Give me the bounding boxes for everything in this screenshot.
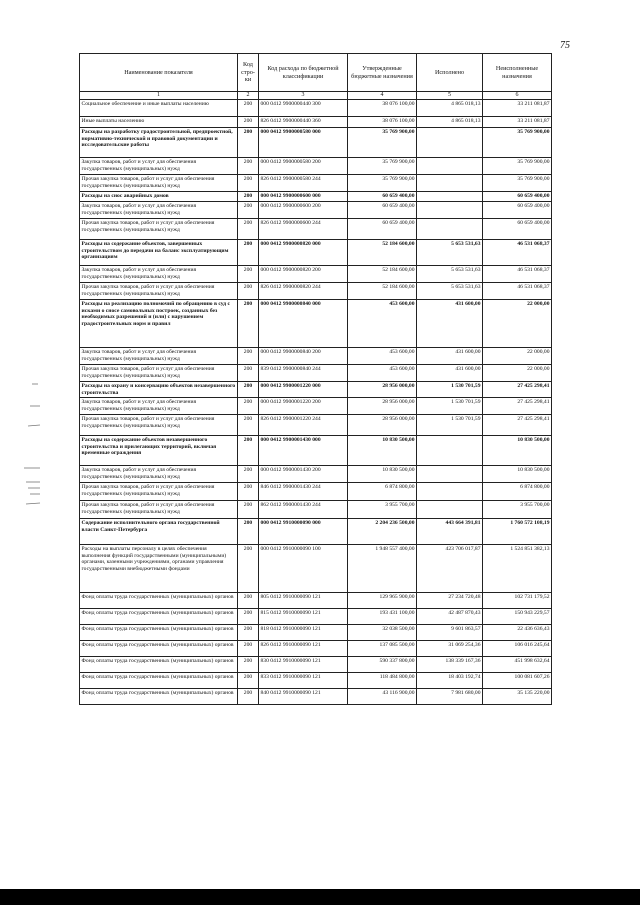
cell-approved: 10 830 500,00	[348, 436, 417, 466]
table-row	[80, 501, 552, 519]
table-row	[80, 266, 552, 283]
cell-unexecuted: 22 000,00	[483, 300, 552, 348]
cell-executed	[417, 436, 483, 466]
cell-unexecuted: 27 425 298,41	[483, 382, 552, 398]
cell-line-code: 200	[238, 483, 259, 501]
cell-line-code: 200	[238, 158, 259, 175]
cell-name: Прочая закупка товаров, работ и услуг для обеспечения государственных (муниципальных) нужд	[80, 501, 238, 519]
column-number: 4	[348, 92, 417, 100]
cell-approved: 35 769 900,00	[348, 128, 417, 158]
cell-line-code: 200	[238, 689, 259, 705]
cell-approved: 590 337 800,00	[348, 657, 417, 673]
cell-unexecuted: 35 769 900,00	[483, 158, 552, 175]
cell-expense-code: 839 0412 9900000840 244	[259, 365, 348, 382]
cell-expense-code: 000 0412 9900001430 000	[259, 436, 348, 466]
cell-unexecuted: 35 769 900,00	[483, 128, 552, 158]
table-row	[80, 641, 552, 657]
cell-approved: 1 948 557 400,00	[348, 545, 417, 593]
cell-unexecuted: 27 425 298,41	[483, 415, 552, 436]
cell-expense-code: 826 0412 9900001220 244	[259, 415, 348, 436]
cell-line-code: 200	[238, 300, 259, 348]
cell-line-code: 200	[238, 240, 259, 266]
cell-unexecuted: 1 524 851 382,13	[483, 545, 552, 593]
table-header-row	[80, 54, 552, 92]
cell-line-code: 200	[238, 365, 259, 382]
cell-line-code: 200	[238, 117, 259, 128]
cell-name: Социальное обеспечение и иные выплаты населению	[80, 100, 238, 117]
cell-unexecuted: 1 760 572 108,19	[483, 519, 552, 545]
table-row	[80, 382, 552, 398]
column-number: 2	[238, 92, 259, 100]
header-unexecuted: Неисполненные назначения	[483, 54, 552, 92]
table-row	[80, 283, 552, 300]
cell-line-code: 200	[238, 283, 259, 300]
cell-unexecuted: 46 531 068,37	[483, 266, 552, 283]
scan-bottom-edge	[0, 889, 640, 905]
cell-executed: 27 234 720,48	[417, 593, 483, 609]
cell-name: Фонд оплаты труда государственных (муниципальных) органов	[80, 673, 238, 689]
cell-name: Закупка товаров, работ и услуг для обеспечения государственных (муниципальных) нужд	[80, 466, 238, 483]
cell-executed: 4 865 018,13	[417, 117, 483, 128]
cell-expense-code: 826 0412 9900000440 360	[259, 117, 348, 128]
header-expense-code: Код расхода по бюджетной классификации	[259, 54, 348, 92]
cell-approved: 52 184 600,00	[348, 240, 417, 266]
cell-approved: 35 769 900,00	[348, 158, 417, 175]
cell-name: Фонд оплаты труда государственных (муниципальных) органов	[80, 689, 238, 705]
cell-unexecuted: 10 830 500,00	[483, 436, 552, 466]
cell-name: Закупка товаров, работ и услуг для обеспечения государственных (муниципальных) нужд	[80, 348, 238, 365]
cell-approved: 28 956 000,00	[348, 398, 417, 415]
table-row	[80, 415, 552, 436]
cell-executed: 4 865 018,13	[417, 100, 483, 117]
cell-expense-code: 826 0412 9910000090 121	[259, 641, 348, 657]
cell-unexecuted: 35 769 900,00	[483, 175, 552, 192]
cell-line-code: 200	[238, 519, 259, 545]
cell-unexecuted: 60 659 400,00	[483, 202, 552, 219]
header-name: Наименование показателя	[80, 54, 238, 92]
cell-unexecuted: 150 943 229,57	[483, 609, 552, 625]
table-row	[80, 625, 552, 641]
cell-expense-code: 000 0412 9910000090 100	[259, 545, 348, 593]
cell-unexecuted: 60 659 400,00	[483, 219, 552, 240]
cell-name: Прочая закупка товаров, работ и услуг для обеспечения государственных (муниципальных) нужд	[80, 483, 238, 501]
cell-expense-code: 000 0412 9900000840 200	[259, 348, 348, 365]
cell-name: Прочая закупка товаров, работ и услуг для обеспечения государственных (муниципальных) нужд	[80, 365, 238, 382]
cell-expense-code: 000 0412 9900000440 300	[259, 100, 348, 117]
cell-unexecuted: 46 531 068,37	[483, 283, 552, 300]
cell-name: Закупка товаров, работ и услуг для обеспечения государственных (муниципальных) нужд	[80, 202, 238, 219]
table-row	[80, 348, 552, 365]
table-row	[80, 128, 552, 158]
cell-approved: 35 769 900,00	[348, 175, 417, 192]
table-row	[80, 609, 552, 625]
cell-line-code: 200	[238, 100, 259, 117]
cell-unexecuted: 22 000,00	[483, 365, 552, 382]
cell-approved: 193 431 100,00	[348, 609, 417, 625]
column-number: 1	[80, 92, 238, 100]
cell-executed: 423 706 017,87	[417, 545, 483, 593]
table-row	[80, 158, 552, 175]
cell-approved: 60 659 400,00	[348, 192, 417, 202]
cell-expense-code: 826 0412 9900000580 244	[259, 175, 348, 192]
cell-line-code: 200	[238, 673, 259, 689]
cell-executed	[417, 128, 483, 158]
cell-approved: 453 600,00	[348, 365, 417, 382]
cell-approved: 60 659 400,00	[348, 202, 417, 219]
cell-executed	[417, 483, 483, 501]
cell-approved: 2 204 236 500,00	[348, 519, 417, 545]
cell-executed	[417, 192, 483, 202]
cell-name: Иные выплаты населению	[80, 117, 238, 128]
header-approved: Утвержденные бюджетные назначения	[348, 54, 417, 92]
cell-expense-code: 818 0412 9910000090 121	[259, 625, 348, 641]
cell-executed: 431 600,00	[417, 300, 483, 348]
cell-approved: 38 076 100,00	[348, 117, 417, 128]
cell-approved: 453 600,00	[348, 348, 417, 365]
page-number: 75	[560, 40, 570, 51]
cell-expense-code: 846 0412 9900001430 244	[259, 483, 348, 501]
cell-executed: 9 601 863,57	[417, 625, 483, 641]
header-executed: Исполнено	[417, 54, 483, 92]
cell-executed: 42 487 870,43	[417, 609, 483, 625]
cell-approved: 38 076 100,00	[348, 100, 417, 117]
cell-executed: 7 981 680,00	[417, 689, 483, 705]
cell-expense-code: 833 0412 9910000090 121	[259, 673, 348, 689]
cell-name: Закупка товаров, работ и услуг для обеспечения государственных (муниципальных) нужд	[80, 266, 238, 283]
cell-expense-code: 826 0412 9900000600 244	[259, 219, 348, 240]
cell-unexecuted: 33 211 081,87	[483, 100, 552, 117]
cell-expense-code: 830 0412 9910000090 121	[259, 657, 348, 673]
table-row	[80, 202, 552, 219]
table-row	[80, 365, 552, 382]
table-row	[80, 398, 552, 415]
cell-line-code: 200	[238, 219, 259, 240]
cell-unexecuted: 22 436 636,43	[483, 625, 552, 641]
cell-unexecuted: 106 016 245,64	[483, 641, 552, 657]
cell-executed: 138 339 167,36	[417, 657, 483, 673]
cell-executed	[417, 175, 483, 192]
cell-unexecuted: 10 830 500,00	[483, 466, 552, 483]
cell-name: Прочая закупка товаров, работ и услуг для обеспечения государственных (муниципальных) нужд	[80, 175, 238, 192]
table-row	[80, 100, 552, 117]
cell-line-code: 200	[238, 625, 259, 641]
cell-expense-code: 000 0412 9900001220 000	[259, 382, 348, 398]
cell-line-code: 200	[238, 501, 259, 519]
cell-name: Содержание исполнительного органа государственной власти Санкт-Петербурга	[80, 519, 238, 545]
cell-name: Закупка товаров, работ и услуг для обеспечения государственных (муниципальных) нужд	[80, 398, 238, 415]
cell-executed	[417, 202, 483, 219]
cell-expense-code: 000 0412 9900000820 200	[259, 266, 348, 283]
table-row	[80, 117, 552, 128]
cell-line-code: 200	[238, 593, 259, 609]
cell-approved: 6 874 800,00	[348, 483, 417, 501]
cell-name: Расходы на снос аварийных домов	[80, 192, 238, 202]
cell-line-code: 200	[238, 657, 259, 673]
cell-name: Расходы на охрану и консервацию объектов незавершенного строительства	[80, 382, 238, 398]
table-row	[80, 483, 552, 501]
table-row	[80, 240, 552, 266]
cell-approved: 28 956 000,00	[348, 382, 417, 398]
cell-name: Закупка товаров, работ и услуг для обеспечения государственных (муниципальных) нужд	[80, 158, 238, 175]
cell-approved: 52 184 600,00	[348, 266, 417, 283]
budget-report-table	[79, 53, 552, 705]
cell-expense-code: 000 0412 9900000580 200	[259, 158, 348, 175]
cell-expense-code: 000 0412 9900000600 200	[259, 202, 348, 219]
cell-executed: 5 653 531,63	[417, 266, 483, 283]
cell-unexecuted: 27 425 298,41	[483, 398, 552, 415]
table-row	[80, 300, 552, 348]
cell-expense-code: 840 0412 9910000090 121	[259, 689, 348, 705]
cell-expense-code: 862 0412 9900001430 244	[259, 501, 348, 519]
cell-name: Фонд оплаты труда государственных (муниципальных) органов	[80, 641, 238, 657]
cell-name: Фонд оплаты труда государственных (муниципальных) органов	[80, 625, 238, 641]
column-number: 6	[483, 92, 552, 100]
cell-unexecuted: 3 955 700,00	[483, 501, 552, 519]
cell-expense-code: 000 0412 9900000840 000	[259, 300, 348, 348]
cell-unexecuted: 102 731 179,52	[483, 593, 552, 609]
cell-expense-code: 815 0412 9910000090 121	[259, 609, 348, 625]
cell-approved: 137 085 500,00	[348, 641, 417, 657]
cell-line-code: 200	[238, 128, 259, 158]
cell-unexecuted: 100 081 607,26	[483, 673, 552, 689]
column-number-row	[80, 92, 552, 100]
cell-line-code: 200	[238, 202, 259, 219]
cell-executed: 1 530 701,59	[417, 382, 483, 398]
cell-approved: 10 830 500,00	[348, 466, 417, 483]
cell-name: Фонд оплаты труда государственных (муниципальных) органов	[80, 657, 238, 673]
cell-approved: 60 659 400,00	[348, 219, 417, 240]
cell-unexecuted: 33 211 081,87	[483, 117, 552, 128]
cell-line-code: 200	[238, 609, 259, 625]
cell-line-code: 200	[238, 641, 259, 657]
cell-approved: 43 116 900,00	[348, 689, 417, 705]
cell-approved: 3 955 700,00	[348, 501, 417, 519]
table-row	[80, 657, 552, 673]
cell-name: Фонд оплаты труда государственных (муниципальных) органов	[80, 609, 238, 625]
cell-executed: 431 600,00	[417, 348, 483, 365]
column-number: 3	[259, 92, 348, 100]
header-line-code: Код стро-ки	[238, 54, 259, 92]
cell-approved: 28 956 000,00	[348, 415, 417, 436]
table-row	[80, 219, 552, 240]
cell-name: Прочая закупка товаров, работ и услуг для обеспечения государственных (муниципальных) нужд	[80, 283, 238, 300]
cell-expense-code: 000 0412 9900000600 000	[259, 192, 348, 202]
table-row	[80, 466, 552, 483]
table-row	[80, 689, 552, 705]
cell-expense-code: 000 0412 9900001430 200	[259, 466, 348, 483]
cell-name: Расходы на реализацию полномочий по обращению в суд с исками о сносе самовольных построек, созданных без необходимых разрешений и (или) с нарушением градостроительных норм и правил	[80, 300, 238, 348]
table-row	[80, 593, 552, 609]
cell-expense-code: 826 0412 9900000820 244	[259, 283, 348, 300]
cell-unexecuted: 46 531 068,37	[483, 240, 552, 266]
table-row	[80, 673, 552, 689]
cell-expense-code: 805 0412 9910000090 121	[259, 593, 348, 609]
table-row	[80, 519, 552, 545]
table-row	[80, 175, 552, 192]
cell-line-code: 200	[238, 192, 259, 202]
cell-line-code: 200	[238, 545, 259, 593]
cell-expense-code: 000 0412 9900000820 000	[259, 240, 348, 266]
cell-name: Расходы на содержание объектов незавершенного строительства и прилегающих территорий, включая временные ограждения	[80, 436, 238, 466]
cell-executed: 5 653 531,63	[417, 283, 483, 300]
cell-executed	[417, 466, 483, 483]
cell-executed	[417, 158, 483, 175]
cell-executed	[417, 219, 483, 240]
cell-name: Расходы на выплаты персоналу в целях обеспечения выполнения функций государственными (муниципальными) органами, казенными учреждениями, органами управления государственными внебюджетными фондами	[80, 545, 238, 593]
cell-executed: 443 664 391,81	[417, 519, 483, 545]
cell-unexecuted: 22 000,00	[483, 348, 552, 365]
cell-executed: 431 600,00	[417, 365, 483, 382]
cell-executed: 31 069 254,36	[417, 641, 483, 657]
cell-name: Фонд оплаты труда государственных (муниципальных) органов	[80, 593, 238, 609]
cell-line-code: 200	[238, 436, 259, 466]
cell-line-code: 200	[238, 415, 259, 436]
column-number: 5	[417, 92, 483, 100]
cell-approved: 129 965 900,00	[348, 593, 417, 609]
cell-name: Прочая закупка товаров, работ и услуг для обеспечения государственных (муниципальных) нужд	[80, 415, 238, 436]
cell-executed: 18 403 192,74	[417, 673, 483, 689]
cell-approved: 118 484 800,00	[348, 673, 417, 689]
cell-line-code: 200	[238, 398, 259, 415]
cell-executed: 5 653 531,63	[417, 240, 483, 266]
cell-line-code: 200	[238, 466, 259, 483]
cell-approved: 453 600,00	[348, 300, 417, 348]
cell-executed	[417, 501, 483, 519]
table-row	[80, 192, 552, 202]
cell-line-code: 200	[238, 266, 259, 283]
cell-expense-code: 000 0412 9900000580 000	[259, 128, 348, 158]
cell-unexecuted: 6 874 800,00	[483, 483, 552, 501]
cell-executed: 1 530 701,59	[417, 398, 483, 415]
cell-line-code: 200	[238, 382, 259, 398]
cell-name: Расходы на разработку градостроительной, предпроектной, нормативно-технической и правовой документации и исследовательские работы	[80, 128, 238, 158]
cell-unexecuted: 60 659 400,00	[483, 192, 552, 202]
cell-name: Расходы на содержание объектов, завершенных строительством до передачи на баланс эксплуатирующим организациям	[80, 240, 238, 266]
cell-unexecuted: 35 135 220,00	[483, 689, 552, 705]
cell-expense-code: 000 0412 9900001220 200	[259, 398, 348, 415]
cell-line-code: 200	[238, 348, 259, 365]
cell-line-code: 200	[238, 175, 259, 192]
cell-approved: 52 184 600,00	[348, 283, 417, 300]
cell-name: Прочая закупка товаров, работ и услуг для обеспечения государственных (муниципальных) нужд	[80, 219, 238, 240]
cell-executed: 1 530 701,59	[417, 415, 483, 436]
cell-approved: 32 038 500,00	[348, 625, 417, 641]
table-row	[80, 545, 552, 593]
cell-expense-code: 000 0412 9910000090 000	[259, 519, 348, 545]
margin-marks	[14, 382, 42, 517]
cell-unexecuted: 451 998 632,64	[483, 657, 552, 673]
table-row	[80, 436, 552, 466]
